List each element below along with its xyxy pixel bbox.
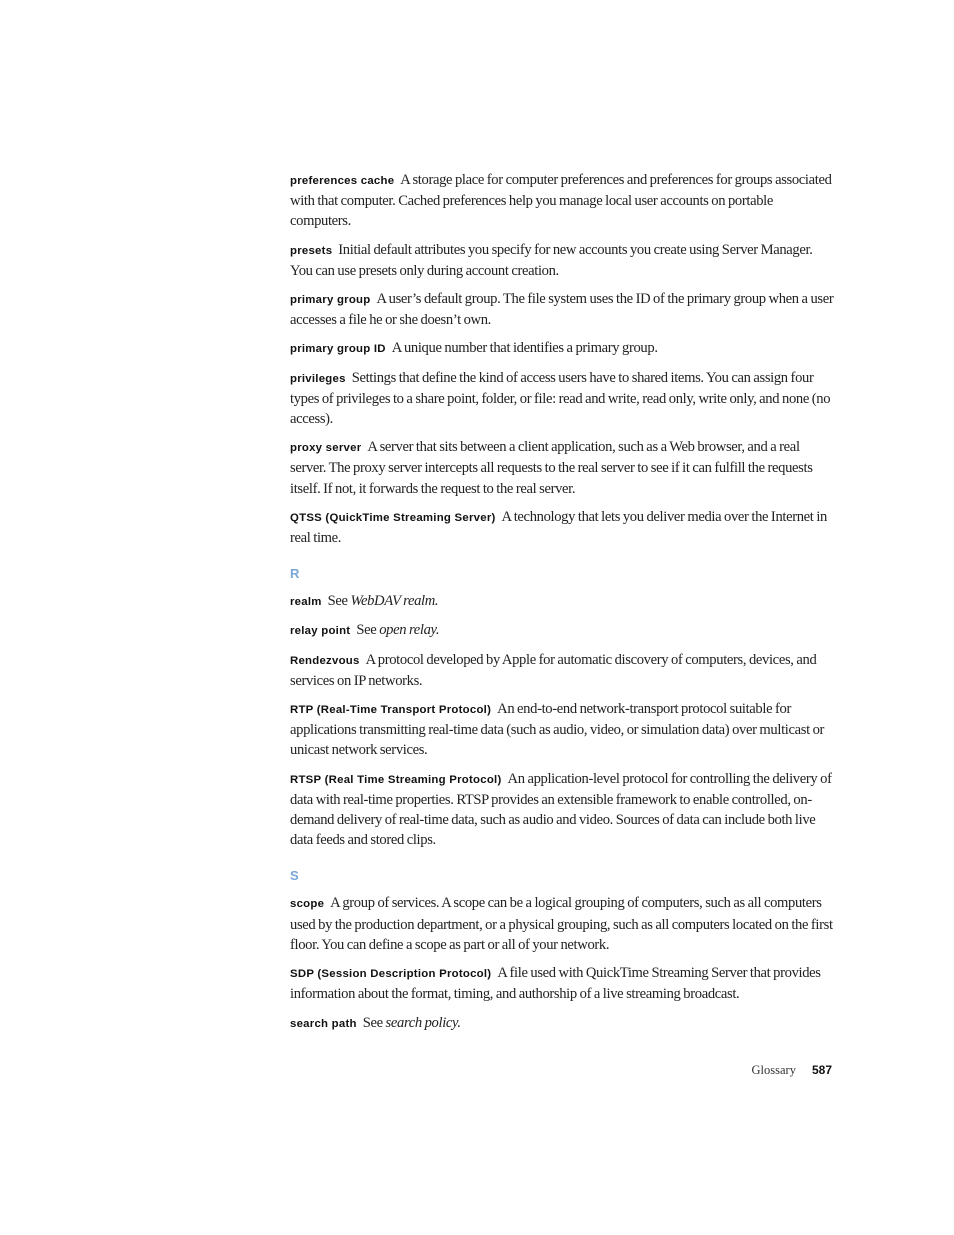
page-number: 587	[811, 1063, 832, 1077]
glossary-term: preferences cache	[290, 175, 395, 187]
glossary-definition: An application-level protocol for controlling the delivery of data with real-time properties. RTSP provides an extensible framework to enable controlled, on-demand delivery of real-time data, such as audio and video. Sources of data can include both live data feeds and stored clips.	[290, 770, 832, 849]
glossary-cross-reference: search policy.	[385, 1014, 461, 1031]
glossary-term: QTSS (QuickTime Streaming Server)	[290, 511, 496, 524]
glossary-cross-reference: open relay.	[379, 622, 440, 639]
glossary-entry-rendezvous	[290, 650, 835, 691]
glossary-entry-primary-group-id	[290, 338, 835, 359]
glossary-entry-search-path	[290, 1013, 835, 1034]
glossary-entry-preferences-cache	[290, 170, 835, 232]
glossary-definition: A storage place for computer preferences and preferences for groups associated with that computer. Cached preferences help you manage local user accounts on portable computers.	[290, 172, 832, 230]
glossary-definition: See	[327, 593, 348, 610]
glossary-term: Rendezvous	[290, 654, 360, 667]
glossary-definition: See	[356, 622, 377, 639]
glossary-definition: A user’s default group. The file system uses the ID of the primary group when a user accesses a file he or she doesn’t own.	[290, 291, 834, 329]
glossary-term: RTP (Real-Time Transport Protocol)	[290, 704, 492, 717]
glossary-term: proxy server	[290, 442, 362, 455]
glossary-entry-realm	[290, 591, 835, 612]
glossary-cross-reference: WebDAV realm.	[350, 593, 439, 610]
footer-section-name: Glossary	[751, 1063, 796, 1077]
glossary-definition: See	[362, 1014, 383, 1031]
glossary-entry-rtp	[290, 699, 835, 761]
glossary-term: primary group ID	[290, 343, 386, 356]
glossary-entry-privileges	[290, 368, 835, 430]
glossary-entry-scope	[290, 893, 835, 955]
glossary-term: privileges	[290, 372, 346, 385]
page-footer	[752, 1063, 832, 1078]
glossary-entry-presets	[290, 240, 835, 281]
glossary-definition: Settings that define the kind of access users have to shared items. You can assign four types of privileges to a share point, folder, or file: read and write, read only, write only, and none (no access).	[290, 369, 831, 428]
glossary-term: presets	[290, 244, 333, 257]
section-heading-r: R	[290, 566, 300, 582]
glossary-definition: A server that sits between a client application, such as a Web browser, and a real server. The proxy server intercepts all requests to the real server to see if it can fulfill the requests itself. If not, it forwards the request to the real server.	[290, 439, 813, 497]
glossary-definition: An end-to-end network-transport protocol suitable for applications transmitting real-time data (such as audio, video, or simulation data) over multicast or unicast network services.	[290, 701, 825, 759]
glossary-term: relay point	[290, 625, 351, 638]
section-heading-s: S	[290, 868, 299, 884]
glossary-entry-relay-point	[290, 620, 835, 641]
glossary-definition: A protocol developed by Apple for automatic discovery of computers, devices, and services on IP networks.	[290, 651, 817, 689]
glossary-term: SDP (Session Description Protocol)	[290, 968, 492, 981]
glossary-content	[290, 170, 835, 1042]
glossary-term: primary group	[290, 294, 371, 307]
glossary-definition: A group of services. A scope can be a logical grouping of computers, such as all computers used by the production department, or a physical grouping, such as all computers located on the first floor. You can define a scope as part or all of your network.	[290, 895, 833, 953]
glossary-definition: A technology that lets you deliver media over the Internet in real time.	[290, 508, 827, 547]
glossary-entry-qtss	[290, 507, 835, 548]
glossary-term: scope	[290, 898, 325, 911]
glossary-entry-primary-group	[290, 289, 835, 330]
glossary-definition: A file used with QuickTime Streaming Server that provides information about the format, timing, and authorship of a live streaming broadcast.	[290, 965, 821, 1003]
glossary-definition: Initial default attributes you specify for new accounts you create using Server Manager. You can use presets only during account creation.	[290, 241, 813, 279]
glossary-entry-rtsp	[290, 769, 835, 851]
glossary-term: search path	[290, 1017, 357, 1030]
glossary-entry-sdp	[290, 963, 835, 1004]
glossary-entry-proxy-server	[290, 437, 835, 499]
glossary-term: realm	[290, 596, 322, 609]
glossary-term: RTSP (Real Time Streaming Protocol)	[290, 773, 502, 786]
glossary-definition: A unique number that identifies a primary group.	[391, 340, 658, 357]
